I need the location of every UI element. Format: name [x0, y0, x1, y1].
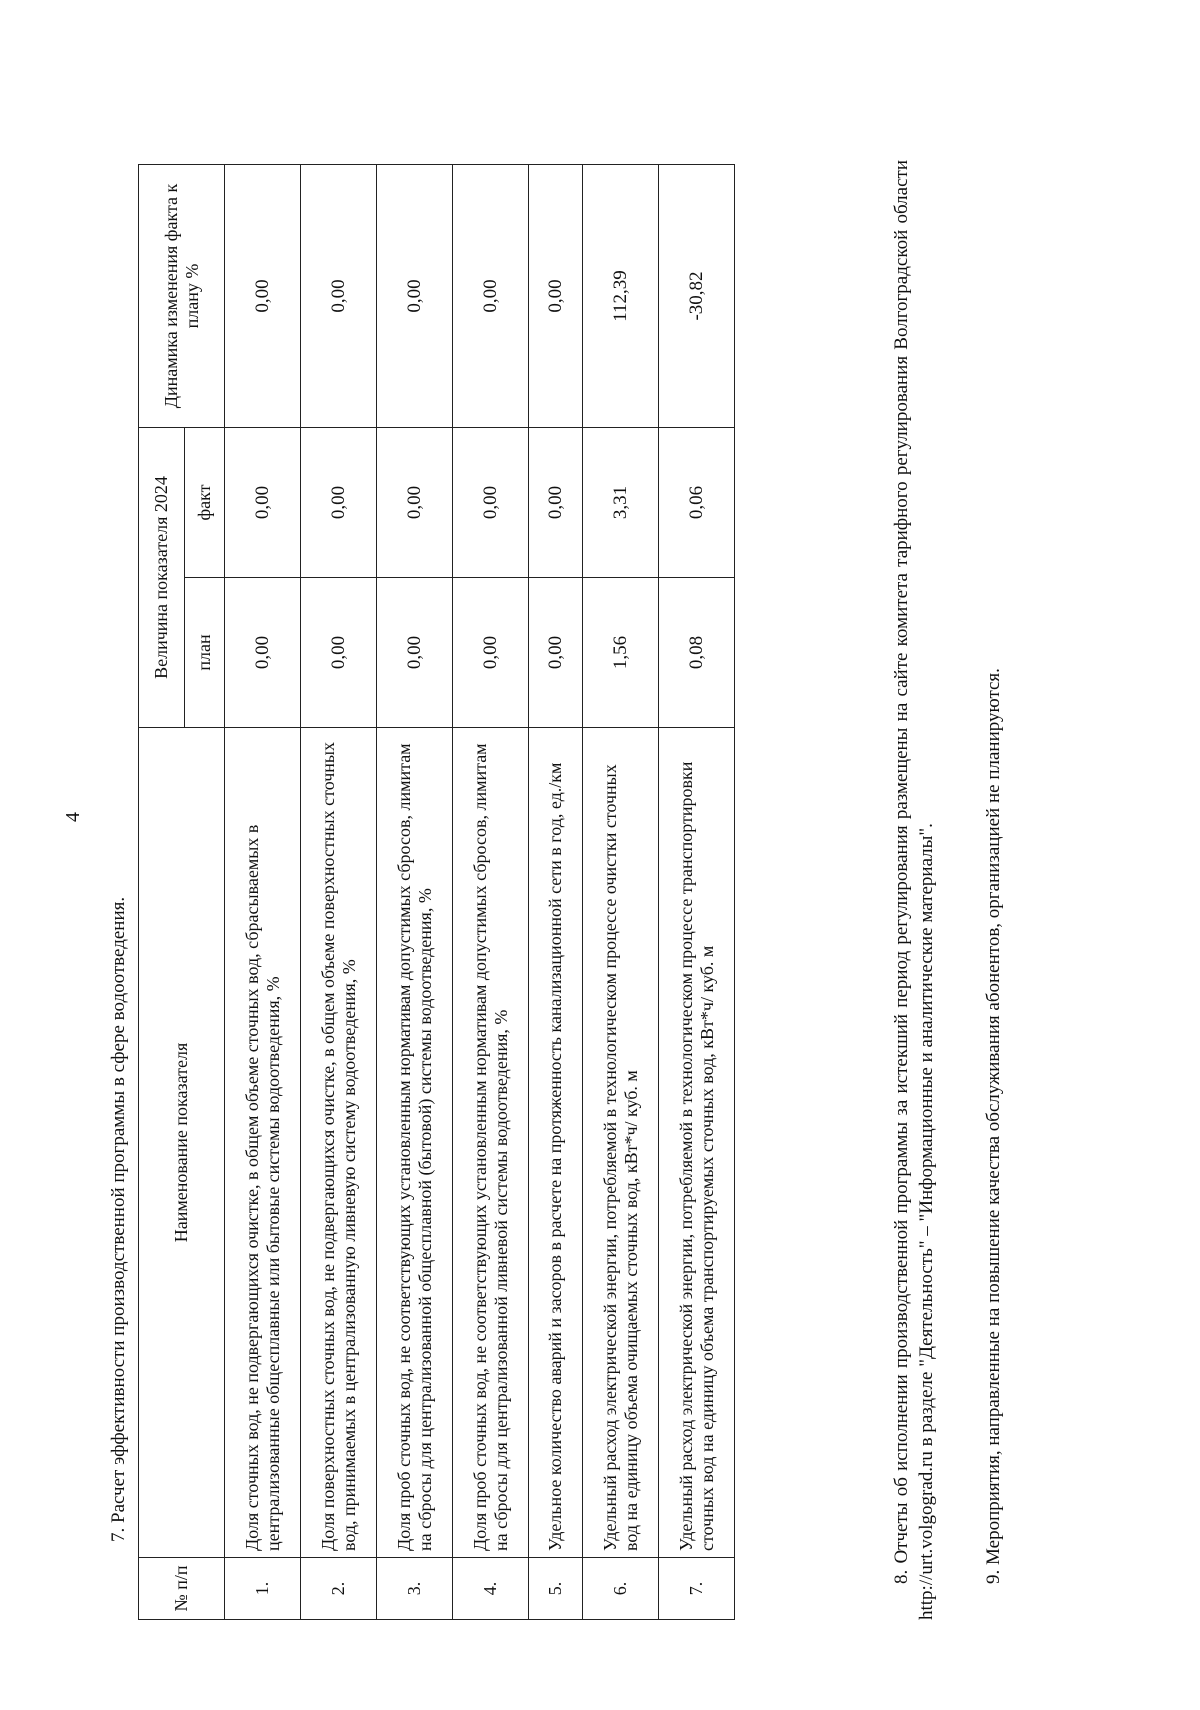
header-indicator-name: Наименование показателя: [139, 728, 225, 1558]
indicator-name: Доля поверхностных сточных вод, не подвергающихся очистке, в общем объеме поверхностных сточных вод, принимаемых в централизованную ливневую систему водоотведения, %: [301, 728, 377, 1558]
paragraph-measures: 9. Мероприятия, направленные на повышение качества обслуживания абонентов, организацией не планируются.: [983, 668, 1004, 1584]
section-title: 7. Расчет эффективности производственной программы в сфере водоотведения.: [108, 896, 129, 1542]
plan-value: 0,00: [377, 578, 453, 728]
table-row: [453, 164, 529, 1619]
indicator-name: Доля проб сточных вод, не соответствующих установленным нормативам допустимых сбросов, лимитам на сбросы для централизованной ливневой системы водоотведения, %: [453, 728, 529, 1558]
dynamics-value: -30,82: [659, 164, 735, 427]
dynamics-value: 112,39: [583, 164, 659, 427]
table-row: [225, 164, 301, 1619]
header-fact: факт: [185, 427, 225, 577]
fact-value: 0,00: [301, 427, 377, 577]
table-row: [583, 164, 659, 1619]
row-number: 4.: [453, 1558, 529, 1620]
dynamics-value: 0,00: [453, 164, 529, 427]
indicator-name: Удельный расход электрической энергии, потребляемой в технологическом процессе транспортировки сточных вод на единицу объема транспортируемых сточных вод, кВт*ч/ куб. м: [659, 728, 735, 1558]
header-dynamics: Динамика изменения факта к плану %: [139, 164, 225, 427]
dynamics-value: 0,00: [301, 164, 377, 427]
row-number: 6.: [583, 1558, 659, 1620]
plan-value: 0,00: [301, 578, 377, 728]
fact-value: 3,31: [583, 427, 659, 577]
plan-value: 0,00: [453, 578, 529, 728]
dynamics-value: 0,00: [529, 164, 583, 427]
fact-value: 0,00: [453, 427, 529, 577]
dynamics-value: 0,00: [225, 164, 301, 427]
fact-value: 0,00: [225, 427, 301, 577]
indicator-name: Удельное количество аварий и засоров в расчете на протяженность канализационной сети в год, ед./км: [529, 728, 583, 1558]
paragraph-reports: 8. Отчеты об исполнении производственной программы за истекший период регулирования размещены на сайте комитета тарифного регулирования Волгоградской области http://urt.volgograd.ru в разделе "Деятельность" – "Информационные и аналитические материалы".: [891, 160, 937, 1620]
table-row: [529, 164, 583, 1619]
table-row: [659, 164, 735, 1619]
page-number: 4: [62, 812, 84, 822]
plan-value: 0,00: [529, 578, 583, 728]
header-value-2024: Величина показателя 2024: [139, 427, 185, 727]
dynamics-value: 0,00: [377, 164, 453, 427]
fact-value: 0,00: [529, 427, 583, 577]
row-number: 5.: [529, 1558, 583, 1620]
table-row: [301, 164, 377, 1619]
efficiency-table: [138, 164, 735, 1620]
fact-value: 0,00: [377, 427, 453, 577]
header-number: № п/п: [139, 1558, 225, 1620]
table-row: [377, 164, 453, 1619]
indicator-name: Доля сточных вод, не подвергающихся очистке, в общем объеме сточных вод, сбрасываемых в централизованные общесплавные или бытовые системы водоотведения, %: [225, 728, 301, 1558]
row-number: 2.: [301, 1558, 377, 1620]
header-plan: план: [185, 578, 225, 728]
indicator-name: Доля проб сточных вод, не соответствующих установленным нормативам допустимых сбросов, лимитам на сбросы для централизованной общесплавной (бытовой) системы водоотведения, %: [377, 728, 453, 1558]
row-number: 1.: [225, 1558, 301, 1620]
plan-value: 1,56: [583, 578, 659, 728]
plan-value: 0,08: [659, 578, 735, 728]
row-number: 7.: [659, 1558, 735, 1620]
indicator-name: Удельный расход электрической энергии, потребляемой в технологическом процессе очистки сточных вод на единицу объема очищаемых сточных вод, кВт*ч/ куб. м: [583, 728, 659, 1558]
row-number: 3.: [377, 1558, 453, 1620]
plan-value: 0,00: [225, 578, 301, 728]
document-page: [62, 80, 1130, 1640]
fact-value: 0,06: [659, 427, 735, 577]
